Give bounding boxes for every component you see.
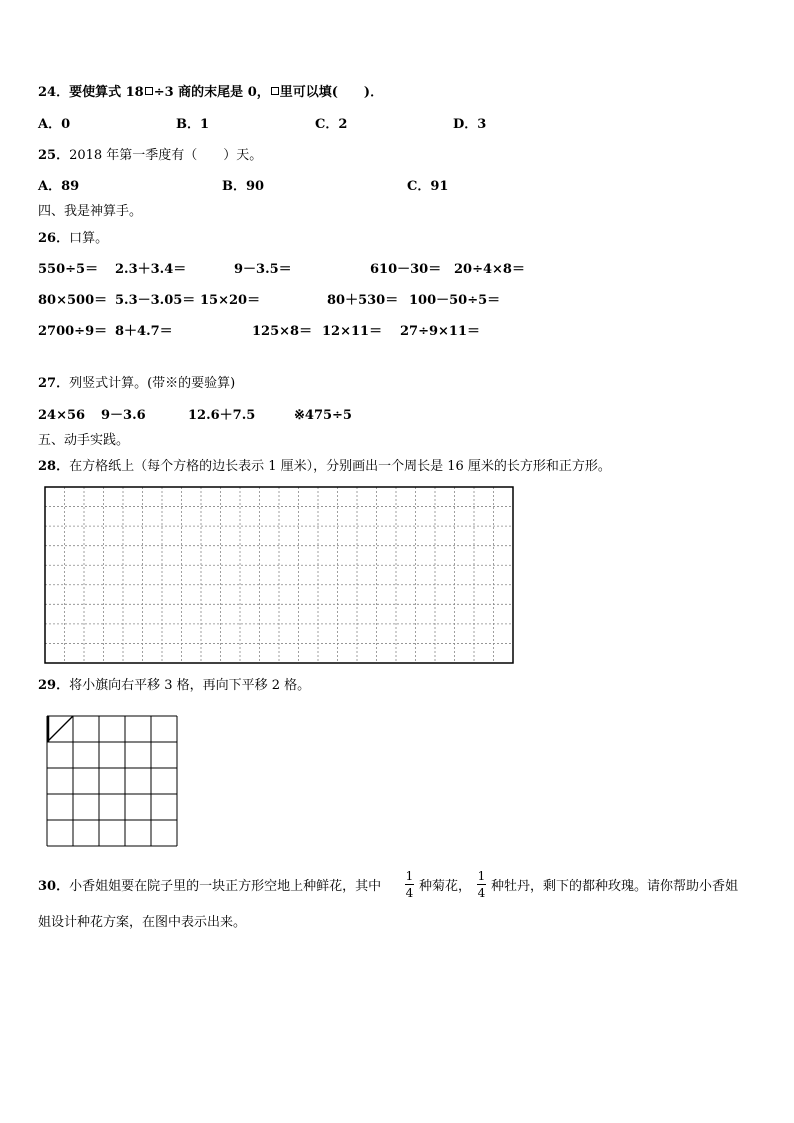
q27-item: 9－3.6 — [101, 408, 146, 423]
q24-number: 24． — [38, 85, 70, 100]
section4-heading: 四、我是神算手。 — [38, 204, 143, 219]
q29-stem-text: 将小旗向右平移 3 格，再向下平移 2 格。 — [69, 678, 311, 693]
q26-item: 80＋530＝ — [327, 293, 399, 308]
q26-item: 5.3－3.05＝ — [115, 293, 196, 308]
q26-item: 125×8＝ — [252, 324, 313, 339]
q24-stem-mid: ÷3 商的末尾是 0， — [153, 85, 270, 100]
q26-item: 100－50÷5＝ — [409, 293, 501, 308]
q30-number: 30． — [38, 879, 70, 894]
q29-grid[interactable] — [46, 715, 178, 847]
q28-stem-text: 在方格纸上（每个方格的边长表示 1 厘米），分别画出一个周长是 16 厘米的长方形和正方形。 — [69, 459, 611, 474]
q24-option-a: A．0 — [38, 117, 71, 132]
q24-option-c: C．2 — [315, 117, 348, 132]
q27-stem-text: 列竖式计算。(带※的要验算) — [69, 376, 236, 391]
q25-option-a: A．89 — [38, 179, 80, 194]
q30-stem-c: 种牡丹，剩下的都种玫瑰。请你帮助小香姐 — [491, 879, 739, 894]
q27-item: 24×56 — [38, 408, 86, 423]
q27-item: ※475÷5 — [294, 408, 352, 423]
q30-fraction-2-numerator: 1 — [477, 869, 486, 883]
q26-item: 610－30＝ — [370, 262, 442, 277]
q26-item: 15×20＝ — [200, 293, 261, 308]
q30-fraction-2 — [477, 869, 486, 900]
q30-fraction-1-denominator: 4 — [405, 886, 414, 900]
q26-item: 80×500＝ — [38, 293, 108, 308]
q25-number: 25． — [38, 148, 70, 163]
fraction-bar — [405, 884, 414, 885]
q25-option-c: C．91 — [407, 179, 449, 194]
q30-stem-line2: 姐设计种花方案，在图中表示出来。 — [38, 915, 247, 930]
q30-fraction-2-denominator: 4 — [477, 886, 486, 900]
q26-item: 8＋4.7＝ — [115, 324, 173, 339]
q25-option-b: B．90 — [222, 179, 265, 194]
q30-stem-b: 种菊花， — [419, 879, 472, 894]
q26-item: 27÷9×11＝ — [400, 324, 481, 339]
q30-fraction-1-numerator: 1 — [405, 869, 414, 883]
q26-item: 12×11＝ — [322, 324, 383, 339]
q27-stem — [38, 376, 235, 392]
q28-grid-paper[interactable] — [44, 486, 514, 664]
q26-item: 550÷5＝ — [38, 262, 99, 277]
q28-number: 28． — [38, 459, 70, 474]
q25-stem-text: 2018 年第一季度有（ ）天。 — [69, 148, 263, 163]
q28-stem — [38, 459, 611, 475]
q29-number: 29． — [38, 678, 70, 693]
flag-icon — [47, 716, 73, 742]
q29-stem — [38, 678, 310, 694]
section5-heading: 五、动手实践。 — [38, 433, 130, 448]
q26-stem — [38, 231, 108, 247]
q26-number: 26． — [38, 231, 70, 246]
q24-option-b: B．1 — [176, 117, 210, 132]
q30-stem-a: 小香姐姐要在院子里的一块正方形空地上种鲜花，其中 — [69, 879, 382, 894]
q30-fraction-1 — [405, 869, 414, 900]
q30-stem-line1 — [38, 879, 381, 895]
q24-stem-suffix: 里可以填( )． — [279, 85, 384, 100]
fraction-bar — [477, 884, 486, 885]
q24-stem-prefix: 要使算式 18 — [69, 85, 144, 100]
q24-stem — [38, 85, 383, 101]
q26-item: 20÷4×8＝ — [454, 262, 525, 277]
q27-number: 27． — [38, 376, 70, 391]
q24-blank-box-icon-2 — [271, 87, 279, 95]
q26-item: 2700÷9＝ — [38, 324, 108, 339]
q27-item: 12.6＋7.5 — [188, 408, 256, 423]
q24-option-d: D．3 — [453, 117, 487, 132]
q26-item: 2.3＋3.4＝ — [115, 262, 187, 277]
q24-blank-box-icon — [145, 87, 153, 95]
q26-item: 9－3.5＝ — [234, 262, 292, 277]
q25-stem — [38, 148, 262, 164]
q26-stem-text: 口算。 — [69, 231, 109, 246]
